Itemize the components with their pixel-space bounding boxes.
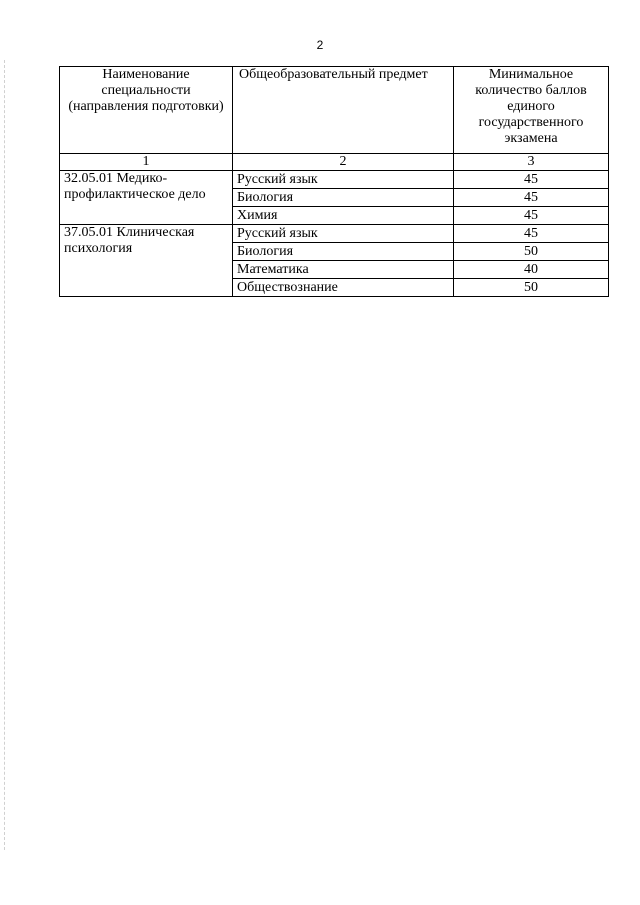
specialty-cell: 32.05.01 Медико-профилактическое дело	[60, 171, 233, 225]
table-header-row	[60, 67, 609, 154]
subject-cell: Химия	[233, 207, 454, 225]
column-number-2: 2	[233, 154, 454, 171]
score-cell: 45	[454, 171, 609, 189]
column-number-1: 1	[60, 154, 233, 171]
specialty-cell: 37.05.01 Клиническая психология	[60, 225, 233, 297]
subject-cell: Биология	[233, 189, 454, 207]
header-specialty: Наименование специальности (направления подготовки)	[60, 67, 233, 154]
score-cell: 50	[454, 243, 609, 261]
score-cell: 45	[454, 207, 609, 225]
exam-requirements-table	[59, 66, 609, 297]
table-row	[60, 225, 609, 243]
score-cell: 40	[454, 261, 609, 279]
subject-cell: Русский язык	[233, 225, 454, 243]
subject-cell: Математика	[233, 261, 454, 279]
page-number: 2	[316, 38, 324, 52]
table-row	[60, 171, 609, 189]
scan-edge-mark	[4, 60, 6, 850]
header-subject: Общеобразовательный предмет	[233, 67, 454, 154]
subject-cell: Биология	[233, 243, 454, 261]
column-number-3: 3	[454, 154, 609, 171]
score-cell: 50	[454, 279, 609, 297]
header-min-score: Минимальное количество баллов единого государственного экзамена	[454, 67, 609, 154]
column-number-row	[60, 154, 609, 171]
score-cell: 45	[454, 189, 609, 207]
score-cell: 45	[454, 225, 609, 243]
subject-cell: Русский язык	[233, 171, 454, 189]
subject-cell: Обществознание	[233, 279, 454, 297]
